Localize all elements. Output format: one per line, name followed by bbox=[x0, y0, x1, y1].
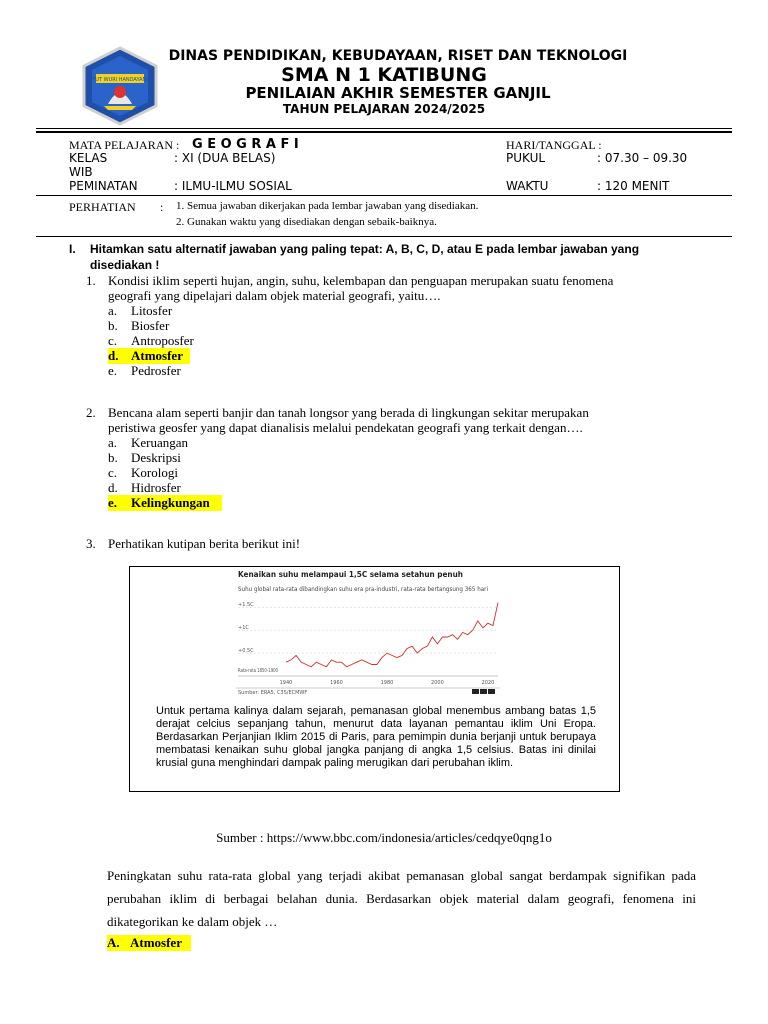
hari-label: HARI/TANGGAL : bbox=[506, 138, 602, 152]
q3-paragraph: Peningkatan suhu rata-rata global yang terjadi akibat pemanasan global sangat berdampak signifikan pada perubahan iklim di berbagai belahan dunia. Berdasarkan objek material dalam geografi, fenomena ini dikategorikan ke dalam objek … bbox=[107, 868, 696, 929]
chart-x-tick-label: 1940 bbox=[279, 680, 293, 686]
q1-option-e[interactable]: Pedrosfer bbox=[131, 363, 181, 378]
wib-label: WIB bbox=[69, 165, 93, 179]
q2-option-a-letter[interactable]: a. bbox=[108, 435, 118, 450]
chart-x-tick-label: 2020 bbox=[481, 680, 495, 686]
section-number: I. bbox=[69, 242, 76, 256]
q1-option-e-letter[interactable]: e. bbox=[108, 363, 118, 378]
q2-option-d[interactable]: Hidrosfer bbox=[131, 480, 181, 495]
chart-gridlines bbox=[238, 607, 498, 676]
q1-option-d-letter: d. bbox=[108, 348, 119, 363]
q2-option-e: Kelingkungan bbox=[131, 495, 210, 510]
header-rule-top bbox=[36, 128, 732, 129]
chart-y-tick-label: +1.5C bbox=[238, 602, 254, 609]
kelas-value: : XI (DUA BELAS) bbox=[174, 151, 276, 165]
waktu-value: : 120 MENIT bbox=[597, 179, 670, 193]
q1-option-a-letter[interactable]: a. bbox=[108, 303, 118, 318]
bbc-logo-b2-icon bbox=[480, 689, 487, 694]
news-source[interactable]: Sumber : https://www.bbc.com/indonesia/articles/cedqye0qng1o bbox=[216, 830, 552, 845]
info-rule-middle bbox=[36, 195, 732, 196]
bbc-logo-c-icon bbox=[488, 689, 495, 694]
chart-series-line bbox=[286, 603, 498, 667]
chart-subtitle: Suhu global rata-rata dibandingkan suhu era pra-industri, rata-rata bertangsung 365 hari bbox=[238, 586, 489, 593]
q1-option-c-letter[interactable]: c. bbox=[108, 333, 118, 348]
chart-x-tick-label: 1980 bbox=[380, 680, 394, 686]
chart-y-ticks bbox=[238, 602, 254, 654]
q3-text: Perhatikan kutipan berita berikut ini! bbox=[108, 536, 301, 551]
q2-text-line1: Bencana alam seperti banjir dan tanah longsor yang berada di lingkungan sekitar merupakan bbox=[108, 405, 589, 420]
q2-option-d-letter[interactable]: d. bbox=[108, 480, 118, 495]
q2-option-c[interactable]: Korologi bbox=[131, 465, 178, 480]
q1-option-c[interactable]: Antroposfer bbox=[131, 333, 194, 348]
q1-text-line1: Kondisi iklim seperti hujan, angin, suhu, kelembapan dan penguapan merupakan suatu fenomena bbox=[108, 273, 614, 288]
q2-option-a[interactable]: Keruangan bbox=[131, 435, 189, 450]
q2-option-b-letter[interactable]: b. bbox=[108, 450, 118, 465]
chart-x-tick-label: 2000 bbox=[431, 680, 444, 686]
q1-option-d-highlight[interactable] bbox=[108, 348, 190, 364]
chart-source: Sumber: ERA5, C3S/ECMWF bbox=[238, 690, 308, 696]
chart-title-line1: Kenaikan suhu melampaui 1,5C selama setahun penuh bbox=[238, 570, 464, 579]
q3-answer-letter: A. bbox=[107, 935, 120, 950]
news-caption: Untuk pertama kalinya dalam sejarah, pemanasan global menembus ambang batas 1,5 derajat celcius sepanjang tahun, menurut data layanan pemantau iklim Uni Eropa. Berdasarkan Perjanjian Iklim 2015 di Paris, para pemimpin dunia berjanji untuk berupaya membatasi kenaikan suhu global jangka panjang di angka 1,5 celsius. Batas ini dinilai krusial guna menghindari dampak paling merugikan dari perubahan iklim. bbox=[156, 705, 596, 769]
peminatan-label: PEMINATAN bbox=[69, 179, 138, 193]
header-exam-title: PENILAIAN AKHIR SEMESTER GANJIL bbox=[245, 84, 551, 102]
q2-text-line2: peristiwa geosfer yang dapat dianalisis melalui pendekatan geografi yang terkait dengan…. bbox=[108, 420, 583, 435]
peminatan-value: : ILMU-ILMU SOSIAL bbox=[174, 179, 292, 193]
chart-y-tick-label: +1C bbox=[238, 625, 249, 632]
q1-option-a[interactable]: Litosfer bbox=[131, 303, 173, 318]
kelas-label: KELAS bbox=[69, 151, 108, 165]
q2-option-c-letter[interactable]: c. bbox=[108, 465, 118, 480]
chart-baseline-label: Rata-rata 1850-1900 bbox=[238, 668, 278, 674]
section-instruction-line2: disediakan ! bbox=[90, 258, 160, 272]
info-rule-bottom bbox=[36, 236, 732, 237]
q1-number: 1. bbox=[86, 273, 96, 288]
q3-answer-highlight[interactable] bbox=[107, 935, 191, 951]
q1-option-b-letter[interactable]: b. bbox=[108, 318, 118, 333]
mapel-value: G E O G R A F I bbox=[192, 137, 299, 152]
header-dinas: DINAS PENDIDIKAN, KEBUDAYAAN, RISET DAN TEKNOLOGI bbox=[168, 48, 628, 64]
chart-y-tick-label: +0.5C bbox=[238, 648, 254, 655]
perhatian-label: PERHATIAN bbox=[69, 200, 136, 214]
waktu-label: WAKTU bbox=[506, 179, 549, 193]
q3-number: 3. bbox=[86, 536, 96, 551]
q2-option-b[interactable]: Deskripsi bbox=[131, 450, 181, 465]
temperature-chart bbox=[236, 568, 500, 696]
q3-answer-text: Atmosfer bbox=[130, 935, 182, 950]
chart-x-tick-label: 1960 bbox=[330, 680, 343, 686]
perhatian-item-1: 1. Semua jawaban dikerjakan pada lembar jawaban yang disediakan. bbox=[176, 200, 479, 212]
q2-option-e-letter: e. bbox=[108, 495, 118, 510]
pukul-value: : 07.30 – 09.30 bbox=[597, 151, 688, 165]
q1-option-b[interactable]: Biosfer bbox=[131, 318, 170, 333]
pukul-label: PUKUL bbox=[506, 151, 546, 165]
q2-number: 2. bbox=[86, 405, 96, 420]
bbc-logo-b1-icon bbox=[472, 689, 479, 694]
header-year: TAHUN PELAJARAN 2024/2025 bbox=[282, 102, 486, 116]
mapel-label: MATA PELAJARAN : bbox=[69, 138, 180, 152]
logo-motto: TUT WURI HANDAYANI bbox=[92, 77, 148, 83]
header-school-name: SMA N 1 KATIBUNG bbox=[281, 64, 487, 86]
q2-option-e-highlight[interactable] bbox=[108, 495, 222, 511]
chart-series bbox=[286, 603, 498, 667]
perhatian-colon: : bbox=[160, 200, 164, 214]
q1-text-line2: geografi yang dipelajari dalam objek material geografi, yaitu…. bbox=[108, 288, 441, 303]
section-instruction-line1: Hitamkan satu alternatif jawaban yang paling tepat: A, B, C, D, atau E pada lembar jawaban yang bbox=[90, 242, 640, 256]
header-rule-thick bbox=[36, 131, 732, 133]
perhatian-item-2: 2. Gunakan waktu yang disediakan dengan sebaik-baiknya. bbox=[176, 216, 437, 228]
chart-x-ticks bbox=[280, 680, 495, 686]
q1-option-d: Atmosfer bbox=[131, 348, 183, 363]
